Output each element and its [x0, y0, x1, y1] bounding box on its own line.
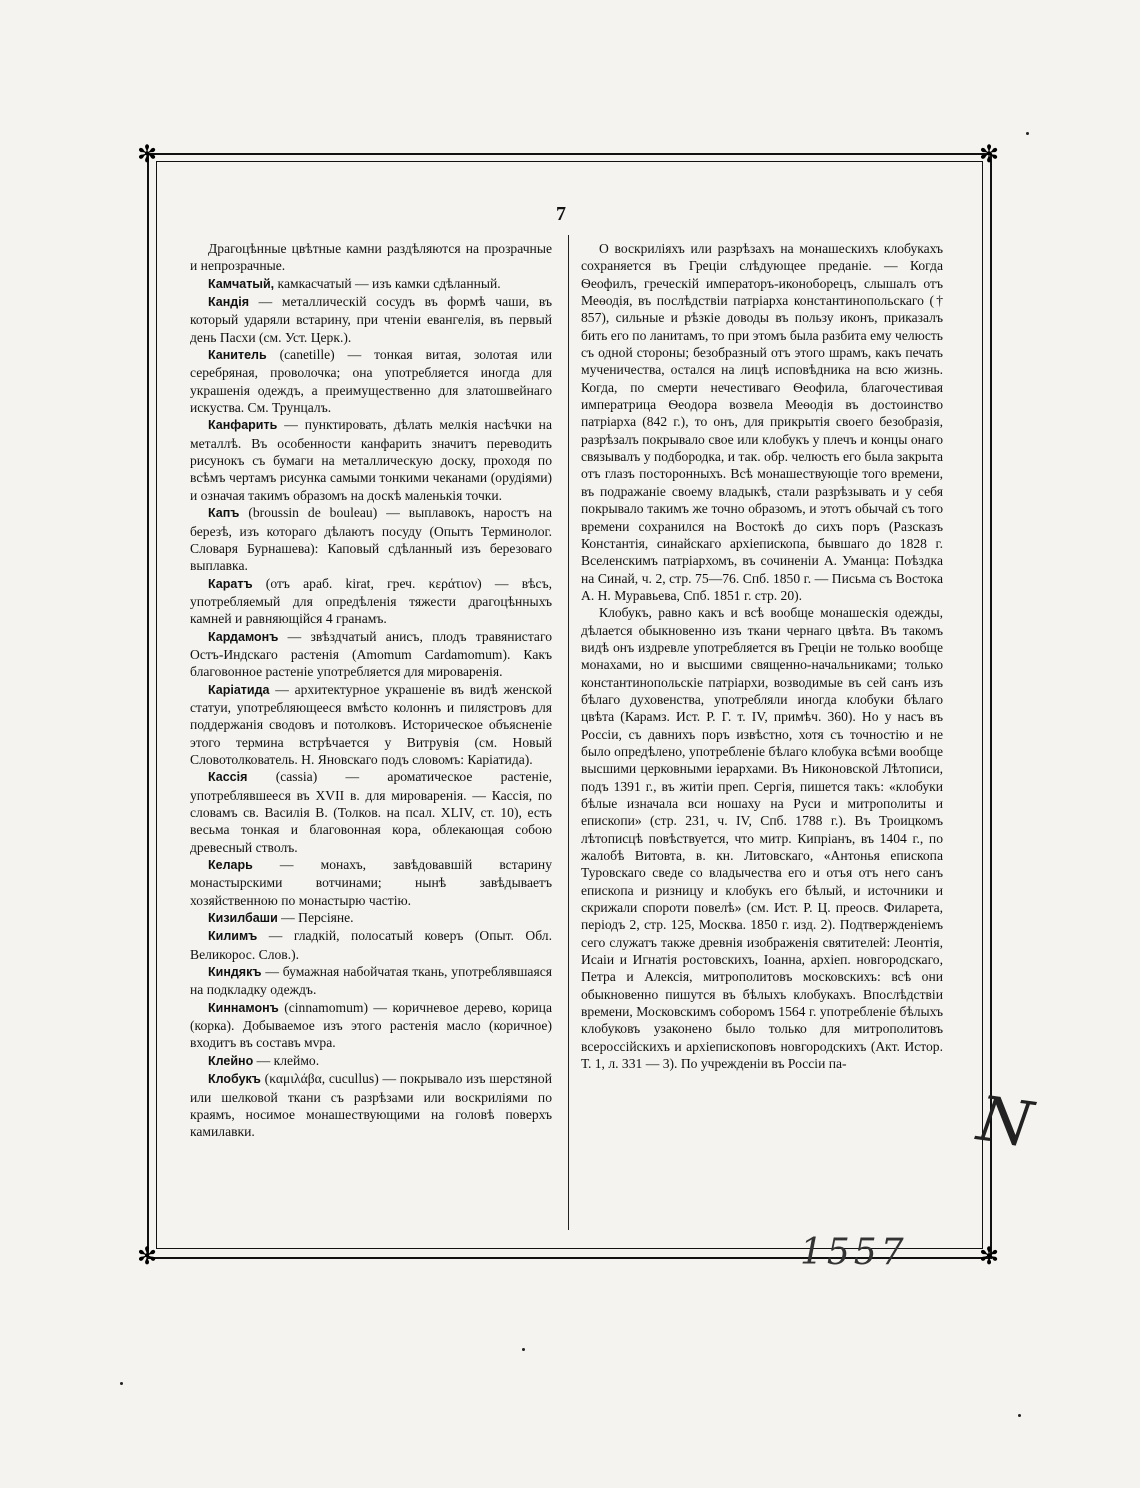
entry-term: Килимъ — [208, 929, 258, 944]
corner-ornament-icon: ✻ — [978, 1242, 1000, 1270]
entry-definition: (cassia) — ароматическое растеніе, употреблявшееся въ XVII в. для мироваренія. — Кассія, по словамъ св. Василія В. (Толков. на псал. XLIV, ст. 10), есть весьма тонкая и благовонная кора, облекающая собою древесный стволъ. — [190, 769, 552, 855]
intro-paragraph: Драгоцѣнные цвѣтные камни раздѣляются на прозрачные и непрозрачные. — [190, 241, 552, 274]
body-paragraph: Клобукъ, равно какъ и всѣ вообще монашескія одежды, дѣлается обыкновенно изъ ткани чернаго цвѣта. Въ такомъ видѣ онъ издревле употребляется въ Греціи не только вообще монахами, но и высшими священно-начальниками; только константинопольскіе патріархи, возводимые въ сей санъ изъ бѣлаго духовенства, употребляли иногда клобуки бѣлаго цвѣта (Карамз. Ист. Р. Г. т. IV, примѣч. 360). Но у насъ въ Россіи, съ давнихъ поръ извѣстно, хотя съ точностію и не было опредѣлено, употребленіе бѣлаго клобука всѣми вообще высшими церковными іерархами. Въ Никоновской Лѣтописи, подъ 1391 г., въ житіи преп. Сергія, пишется такъ: «клобуки бѣлые изначала вси ношаху на Руси и митрополиты и епископи» (стр. 231, ч. IV, Спб. 1788 г.). Въ Троицкомъ лѣтописцѣ повѣствуется, что митр. Кипріанъ, въ 1404 г., по жалобѣ Витовта, в. кн. Литовскаго, «Антонья епископа Туровскаго сведе со владычества его и отъя отъ него санъ епископа и ризницу и клобукъ его бѣлый, и источники и скрижали спороти повелѣ» (см. Ист. Р. Ц. преосв. Филарета, періодъ 2, стр. 125, Москва. 1850 г. изд. 2). Подтвержденіемъ сего служатъ также древнія изображенія святителей: Леонтія, Исаіи и Игнатія ростовскихъ, Іоанна, архіеп. новгородскаго, Петра и Алексія, митрополитовъ московскихъ: всѣ они обыкновенно пишутся въ бѣлыхъ клобукахъ. Впослѣдствіи времени, Московскимъ соборомъ 1564 г. употребленіе бѣлыхъ клобуковъ узаконено было только для митрополитовъ всероссійскихъ и архіепископовъ новгородскихъ (Акт. Истор. Т. 1, л. 331 — 3). По учрежденіи въ Россіи па- — [581, 605, 943, 1072]
entry-term: Камчатый, — [208, 276, 275, 291]
page-number: 7 — [556, 203, 566, 225]
entry-term: Канитель — [208, 348, 267, 363]
handwritten-number: 1557 — [800, 1232, 908, 1273]
entry-definition: (cinnamomum) — коричневое дерево, корица (корка). Добываемое изъ этого растенія масло (коричное) входитъ въ составъ мvра. — [190, 999, 552, 1051]
entry-definition: (canetille) — тонкая витая, золотая или серебряная, проволочка; она употребляется иногда для украшенія одеждъ, а преимущественно для златошвейнаго искуства. См. Трунцалъ. — [190, 347, 552, 416]
dictionary-entry — [190, 927, 552, 963]
dictionary-entry — [190, 293, 552, 346]
entry-definition: — Персіяне. — [277, 910, 354, 926]
corner-ornament-icon: ✻ — [136, 1242, 158, 1270]
dictionary-entry — [190, 681, 552, 769]
entry-term: Кизилбаши — [208, 911, 278, 926]
dictionary-entry — [190, 628, 552, 681]
dictionary-entry — [190, 768, 552, 856]
entry-term: Клобукъ — [208, 1072, 261, 1087]
corner-ornament-icon: ✻ — [978, 140, 1000, 168]
entry-term: Кардамонъ — [208, 629, 279, 644]
entry-definition: (καμιλάβα, cucullus) — покрывало изъ шерстяной или шелковой ткани съ разрѣзами или воскриліями по краямъ, носимое монашествующими на головѣ поверхъ камилавки. — [190, 1071, 552, 1140]
margin-handwritten-mark: N — [973, 1081, 1038, 1162]
entry-definition: (broussin de bouleau) — выплавокъ, наростъ на березѣ, изъ котораго дѣлаютъ посуду (Опытъ Терминолог. Словаря Бурнашева): Каповый сдѣланный изъ березоваго выплавка. — [190, 505, 552, 574]
corner-ornament-icon: ✻ — [136, 140, 158, 168]
entry-term: Кандія — [208, 295, 249, 310]
column-divider — [568, 235, 569, 1230]
dictionary-entry — [190, 999, 552, 1052]
entry-term: Келарь — [208, 858, 253, 873]
entry-term: Капъ — [208, 506, 240, 521]
left-column — [190, 240, 552, 1141]
entry-definition: — металлическій сосудъ въ формѣ чаши, въ который ударяли встарину, при чтеніи евангелія, въ первый день Пасхи (см. Уст. Церк.). — [190, 294, 552, 345]
dictionary-entry — [190, 346, 552, 416]
body-paragraph: О воскриліяхъ или разрѣзахъ на монашескихъ клобукахъ сохраняется въ Греціи слѣдующее преданіе. — Когда Ѳеофилъ, греческій императоръ-иконоборецъ, слышалъ отъ Меѳодія, въ послѣдствіи патріарха константинопольскаго († 857), сильные и рѣзкіе доводы въ пользу иконъ, приказалъ бить его по ланитамъ, то при этомъ была разбита ему челюсть съ одной стороны; безобразный отъ этого шрамъ, какъ печать мученичества, остался на лицѣ исповѣдника на всю жизнь. Когда, по смерти нечестиваго Ѳеофила, благочестивая императрица Ѳеодора возвела Меѳодія въ достоинство патріарха (842 г.), то онъ, для прикрытія своего безобразія, разрѣзалъ покрывало свое или клобукъ у плечъ и концы онаго связывалъ у подбородка, и так. обр. челюсть его была закрыта отъ глазъ посторонныхъ. Всѣ монашествующіе того времени, въ подражаніе своему владыкѣ, стали разрѣзывать и у себя покрывало такимъ же точно образомъ, и этотъ обычай съ того времени сохранился на Востокѣ до сихъ поръ (Разсказъ Константія, синайскаго архіепископа, бывшаго до 1828 г. Вселенскимъ патріархомъ, въ сочиненіи А. Уманца: Поѣздка на Синай, ч. 2, стр. 75—76. Спб. 1850 г. — Письма съ Востока А. Н. Муравьева, Спб. 1851 г. стр. 20). — [581, 241, 943, 603]
entry-definition: — гладкій, полосатый коверъ (Опыт. Обл. Великорос. Слов.). — [190, 928, 552, 962]
dictionary-entry — [190, 416, 552, 504]
entry-term: Киндякъ — [208, 965, 262, 980]
entry-term: Каріатида — [208, 682, 270, 697]
ink-speck — [522, 1348, 525, 1351]
ink-speck — [120, 1382, 123, 1385]
entry-definition: — бумажная набойчатая ткань, употреблявшаяся на подкладку одеждъ. — [190, 964, 552, 998]
entry-definition: — пунктировать, дѣлать мелкія насѣчки на металлѣ. Въ особенности канфарить значитъ переводить рисунокъ съ бумаги на металлическую доску, проходя по всѣмъ чертамъ рисунка самыми тонкими чеканами (орудіями) и означая такимъ образомъ на доскѣ маленькія точки. — [190, 417, 552, 503]
entry-term: Клейно — [208, 1053, 254, 1068]
entry-list — [190, 275, 552, 1141]
entry-definition: камкасчатый — изъ камки сдѣланный. — [274, 275, 501, 291]
dictionary-entry — [190, 504, 552, 574]
ink-speck — [1026, 132, 1029, 135]
entry-definition: — клеймо. — [253, 1052, 320, 1068]
entry-definition: (отъ араб. kirat, греч. κεράτιον) — вѣсъ, употребляемый для опредѣленія тяжести драгоцѣнныхъ камней и равняющійся 4 гранамъ. — [190, 575, 552, 627]
entry-definition: — звѣздчатый анисъ, плодъ травянистаго Остъ-Индскаго растенія (Amomum Cardamomum). Какъ благовонное растеніе употребляется для мироваренія. — [190, 628, 552, 680]
right-column — [581, 240, 943, 1073]
entry-term: Каратъ — [208, 576, 253, 591]
entry-definition: — монахъ, завѣдовавшій встарину монастырскими вотчинами; нынѣ завѣдываетъ хозяйственною по монастырю частію. — [190, 857, 552, 908]
ink-speck — [1018, 1414, 1021, 1417]
dictionary-entry — [190, 856, 552, 909]
dictionary-entry — [190, 963, 552, 999]
entry-term: Кассія — [208, 770, 248, 785]
entry-definition: — архитектурное украшеніе въ видѣ женской статуи, употребляющееся вмѣсто колоннъ и пилястровъ для поддержанія сводовъ и потолковъ. Историческое объясненіе этого термина встрѣчается у Витрувія (см. Новый Словотолкователь. Н. Яновскаго подъ словомъ: Каріатида). — [190, 681, 552, 767]
dictionary-entry — [190, 275, 552, 293]
dictionary-entry — [190, 1052, 552, 1070]
dictionary-entry — [190, 909, 552, 927]
entry-term: Канфарить — [208, 418, 278, 433]
entry-term: Киннамонъ — [208, 1000, 279, 1015]
dictionary-entry — [190, 575, 552, 628]
dictionary-entry — [190, 1070, 552, 1140]
